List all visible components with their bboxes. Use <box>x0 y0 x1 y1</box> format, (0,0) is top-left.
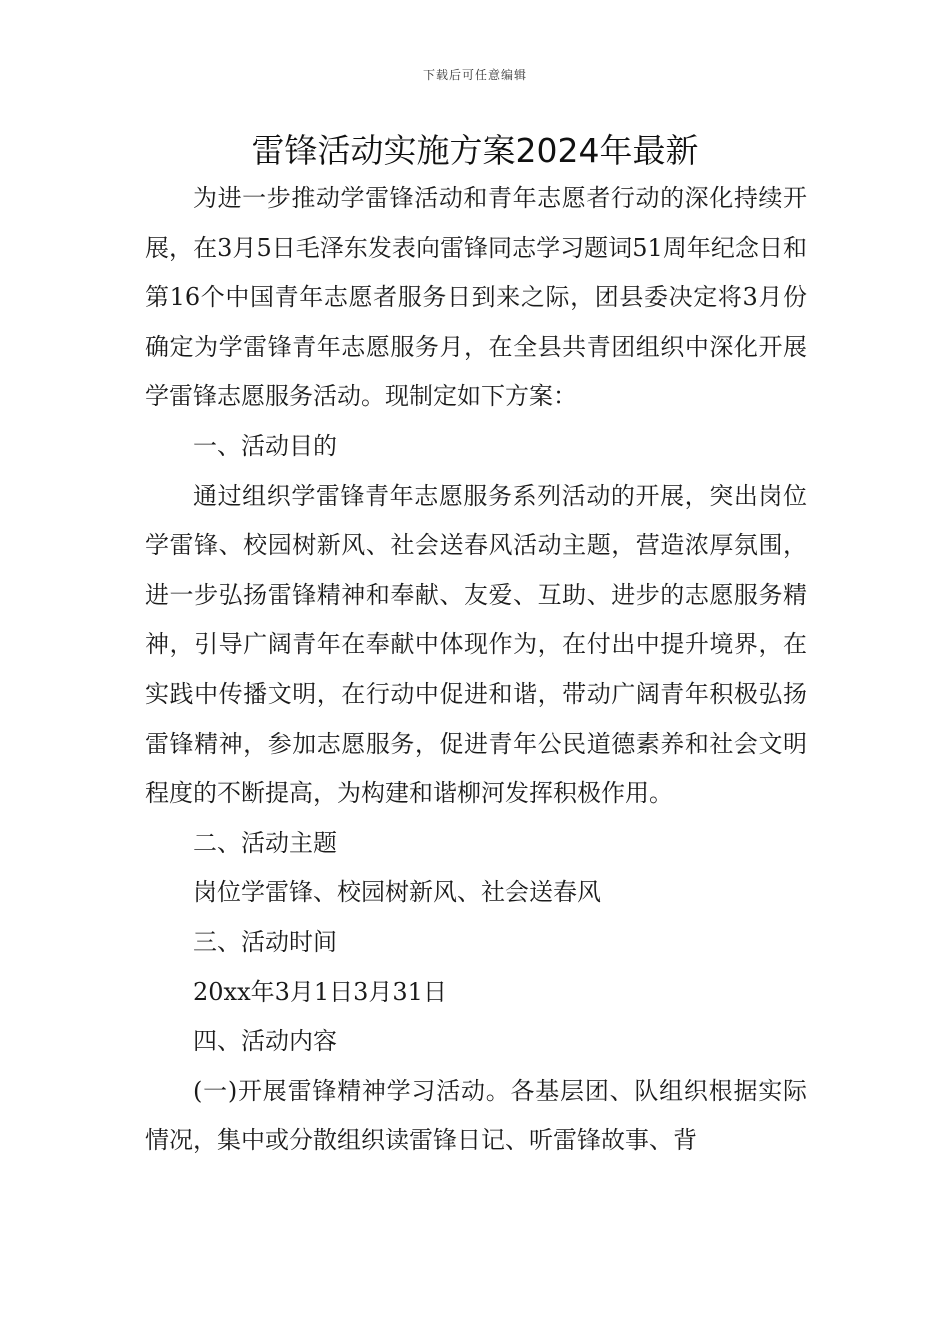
section-heading-purpose: 一、活动目的 <box>193 431 337 460</box>
content-paragraph: (一)开展雷锋精神学习活动。各基层团、队组织根据实际情况，集中或分散组织读雷锋日记、听雷锋故事、背 <box>145 1076 807 1155</box>
section-heading-theme: 二、活动主题 <box>193 828 337 857</box>
document-title: 雷锋活动实施方案2024年最新 <box>251 131 699 170</box>
header-note: 下载后可任意编辑 <box>422 68 527 82</box>
theme-paragraph: 岗位学雷锋、校园树新风、社会送春风 <box>193 878 601 907</box>
section-heading-content: 四、活动内容 <box>193 1027 337 1056</box>
intro-paragraph: 为进一步推动学雷锋活动和青年志愿者行动的深化持续开展，在3月5日毛泽东发表向雷锋同志学习题词51周年纪念日和第16个中国青年志愿者服务日到来之际，团县委决定将3月份确定为学雷锋青年志愿服务月，在全县共青团组织中深化开展学雷锋志愿服务活动。现制定如下方案： <box>145 184 807 411</box>
time-paragraph: 20xx年3月1日3月31日 <box>193 977 447 1006</box>
purpose-paragraph: 通过组织学雷锋青年志愿服务系列活动的开展，突出岗位学雷锋、校园树新风、社会送春风活动主题，营造浓厚氛围，进一步弘扬雷锋精神和奉献、友爱、互助、进步的志愿服务精神，引导广阔青年在奉献中体现作为，在付出中提升境界，在实践中传播文明，在行动中促进和谐，带动广阔青年积极弘扬雷锋精神，参加志愿服务，促进青年公民道德素养和社会文明程度的不断提高，为构建和谐柳河发挥积极作用。 <box>145 481 807 808</box>
document-body <box>145 174 807 1166</box>
section-heading-time: 三、活动时间 <box>193 927 337 956</box>
